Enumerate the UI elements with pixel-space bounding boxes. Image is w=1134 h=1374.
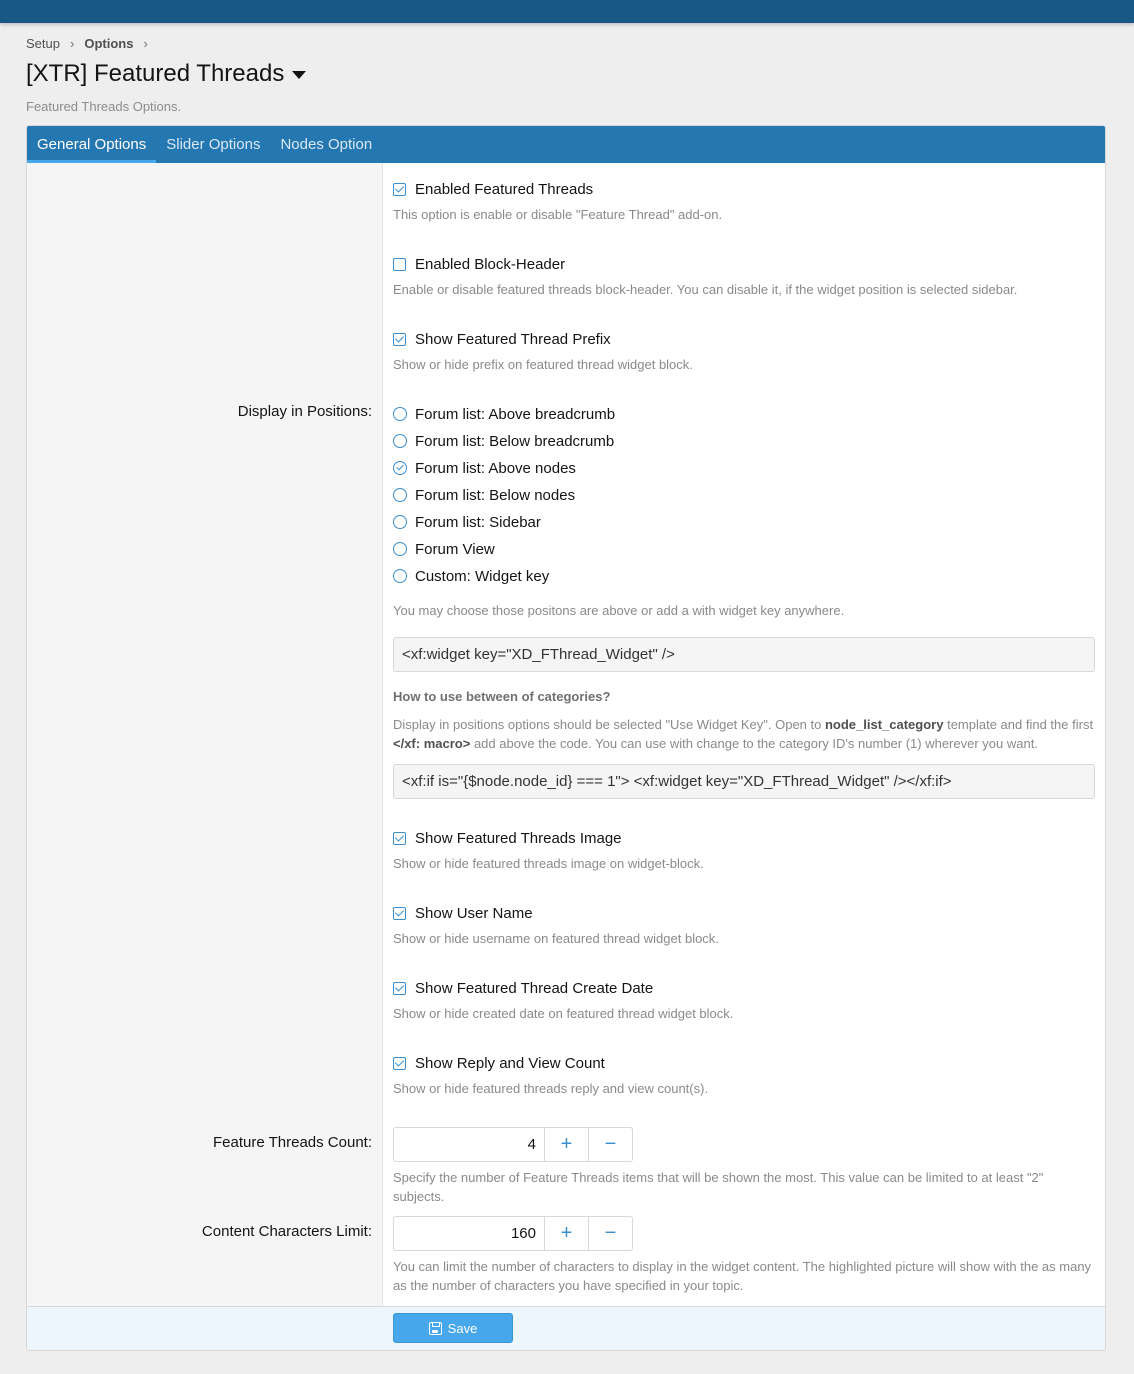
- form-footer: [27, 1306, 1105, 1350]
- option-hint: Show or hide featured threads reply and view count(s).: [393, 1081, 709, 1096]
- checkbox-checked-icon[interactable]: [393, 907, 406, 920]
- radio-label: Forum list: Above breadcrumb: [415, 405, 616, 423]
- howto-title: How to use between of categories?: [393, 689, 611, 704]
- options-block: [26, 125, 1106, 1351]
- chars-limit-stepper: [393, 1216, 633, 1251]
- page-title-wrap[interactable]: [26, 60, 306, 88]
- checkbox-label: Show Featured Thread Prefix: [415, 330, 611, 348]
- radio-checked-icon[interactable]: [393, 461, 407, 475]
- radio-icon[interactable]: [393, 407, 407, 421]
- radio-label: Forum list: Sidebar: [415, 513, 541, 531]
- option-hint: Show or hide prefix on featured thread widget block.: [393, 357, 693, 372]
- tab-general-options[interactable]: General Options: [27, 126, 156, 163]
- threads-count-label: Feature Threads Count:: [213, 1134, 372, 1151]
- chevron-right-icon: ›: [69, 36, 75, 51]
- checkbox-label: Enabled Block-Header: [415, 255, 566, 273]
- checkbox-label: Show Reply and View Count: [415, 1054, 605, 1072]
- radio-option[interactable]: [393, 404, 1095, 424]
- checkbox-checked-icon[interactable]: [393, 1057, 406, 1070]
- tab-nodes-option[interactable]: Nodes Option: [280, 136, 373, 153]
- positions-hint: You may choose those positons are above or add a with widget key anywhere.: [393, 603, 845, 618]
- image-row: [393, 828, 1095, 873]
- option-hint: You can limit the number of characters to display in the widget content. The highlighted picture will show with the as many as the number of characters you have specified in your topic.: [393, 1259, 1092, 1293]
- username-row: [393, 903, 1095, 948]
- option-hint: Show or hide username on featured thread widget block.: [393, 931, 719, 946]
- label-column: [27, 163, 383, 1308]
- reply-view-checkbox[interactable]: [393, 1053, 1095, 1073]
- prefix-checkbox[interactable]: [393, 329, 1095, 349]
- plus-icon[interactable]: +: [544, 1217, 588, 1250]
- radio-option[interactable]: [393, 512, 1095, 532]
- checkbox-checked-icon[interactable]: [393, 832, 406, 845]
- prefix-row: [393, 329, 1095, 374]
- chars-limit-row: [393, 1216, 1095, 1295]
- checkbox-label: Enabled Featured Threads: [415, 180, 594, 198]
- option-hint: Show or hide featured threads image on widget-block.: [393, 856, 704, 871]
- caret-down-icon[interactable]: [292, 71, 306, 79]
- threads-count-stepper: [393, 1127, 633, 1162]
- radio-option[interactable]: [393, 485, 1095, 505]
- checkbox-label: Show User Name: [415, 904, 533, 922]
- positions-radio-group: [393, 404, 1095, 799]
- save-label: Save: [447, 1320, 478, 1336]
- radio-label: Forum View: [415, 540, 495, 558]
- radio-icon[interactable]: [393, 542, 407, 556]
- username-checkbox[interactable]: [393, 903, 1095, 923]
- option-hint: Enable or disable featured threads block-header. You can disable it, if the widget position is selected sidebar.: [393, 282, 1018, 297]
- chars-limit-label: Content Characters Limit:: [201, 1223, 372, 1240]
- category-code[interactable]: <xf:if is="{$node.node_id} === 1"> <xf:widget key="XD_FThread_Widget" /></xf:if>: [393, 764, 1095, 799]
- radio-label: Forum list: Above nodes: [415, 459, 576, 477]
- tab-slider-options[interactable]: Slider Options: [166, 136, 261, 153]
- minus-icon[interactable]: −: [588, 1128, 632, 1161]
- save-button[interactable]: [393, 1313, 513, 1343]
- threads-count-input[interactable]: 4: [527, 1136, 536, 1153]
- top-bar: [0, 0, 1134, 23]
- radio-label: Forum list: Below breadcrumb: [415, 432, 615, 450]
- checkbox-checked-icon[interactable]: [393, 982, 406, 995]
- image-checkbox[interactable]: [393, 828, 1095, 848]
- radio-option[interactable]: [393, 539, 1095, 559]
- breadcrumb: [26, 36, 158, 51]
- block-header-checkbox[interactable]: [393, 254, 1095, 274]
- breadcrumb-setup[interactable]: Setup: [26, 36, 60, 51]
- checkbox-checked-icon[interactable]: [393, 333, 406, 346]
- enabled-featured-checkbox[interactable]: [393, 179, 1095, 199]
- radio-icon[interactable]: [393, 488, 407, 502]
- enabled-featured-row: [393, 179, 1095, 224]
- chars-limit-input[interactable]: 160: [510, 1225, 536, 1242]
- minus-icon[interactable]: −: [588, 1217, 632, 1250]
- chevron-right-icon: ›: [143, 36, 148, 51]
- block-header-row: [393, 254, 1095, 299]
- radio-option[interactable]: [393, 566, 1095, 586]
- checkbox-label: Show Featured Threads Image: [415, 829, 622, 847]
- radio-icon[interactable]: [393, 434, 407, 448]
- widget-key-code[interactable]: <xf:widget key="XD_FThread_Widget" />: [393, 637, 1095, 672]
- radio-option-selected[interactable]: [393, 458, 1095, 478]
- radio-option[interactable]: [393, 431, 1095, 451]
- option-hint: Show or hide created date on featured thread widget block.: [393, 1006, 734, 1021]
- checkbox-unchecked-icon[interactable]: [393, 258, 406, 271]
- reply-view-row: [393, 1053, 1095, 1098]
- radio-icon[interactable]: [393, 515, 407, 529]
- create-date-row: [393, 978, 1095, 1023]
- howto-text: Display in positions options should be selected "Use Widget Key". Open to node_list_category template and find the first </xf: macro> add above the code. You can use with change to the category ID's number (1) wherever you want.: [393, 717, 1094, 751]
- option-hint: This option is enable or disable "Feature Thread" add-on.: [393, 207, 723, 222]
- radio-label: Forum list: Below nodes: [415, 486, 576, 504]
- breadcrumb-options[interactable]: Options: [84, 36, 134, 51]
- floppy-disk-icon: [429, 1322, 442, 1335]
- option-hint: Specify the number of Feature Threads items that will be shown the most. This value can be limited to at least "2" subjects.: [393, 1170, 1044, 1204]
- page-subtitle: Featured Threads Options.: [26, 99, 182, 114]
- positions-label: Display in Positions:: [237, 403, 372, 420]
- checkbox-checked-icon[interactable]: [393, 183, 406, 196]
- page-title: [XTR] Featured Threads: [26, 60, 285, 87]
- tab-bar: [27, 126, 1105, 163]
- create-date-checkbox[interactable]: [393, 978, 1095, 998]
- radio-icon[interactable]: [393, 569, 407, 583]
- form-body: [27, 163, 1105, 1308]
- threads-count-row: [393, 1127, 1095, 1206]
- plus-icon[interactable]: +: [544, 1128, 588, 1161]
- radio-label: Custom: Widget key: [415, 567, 550, 585]
- checkbox-label: Show Featured Thread Create Date: [415, 979, 654, 997]
